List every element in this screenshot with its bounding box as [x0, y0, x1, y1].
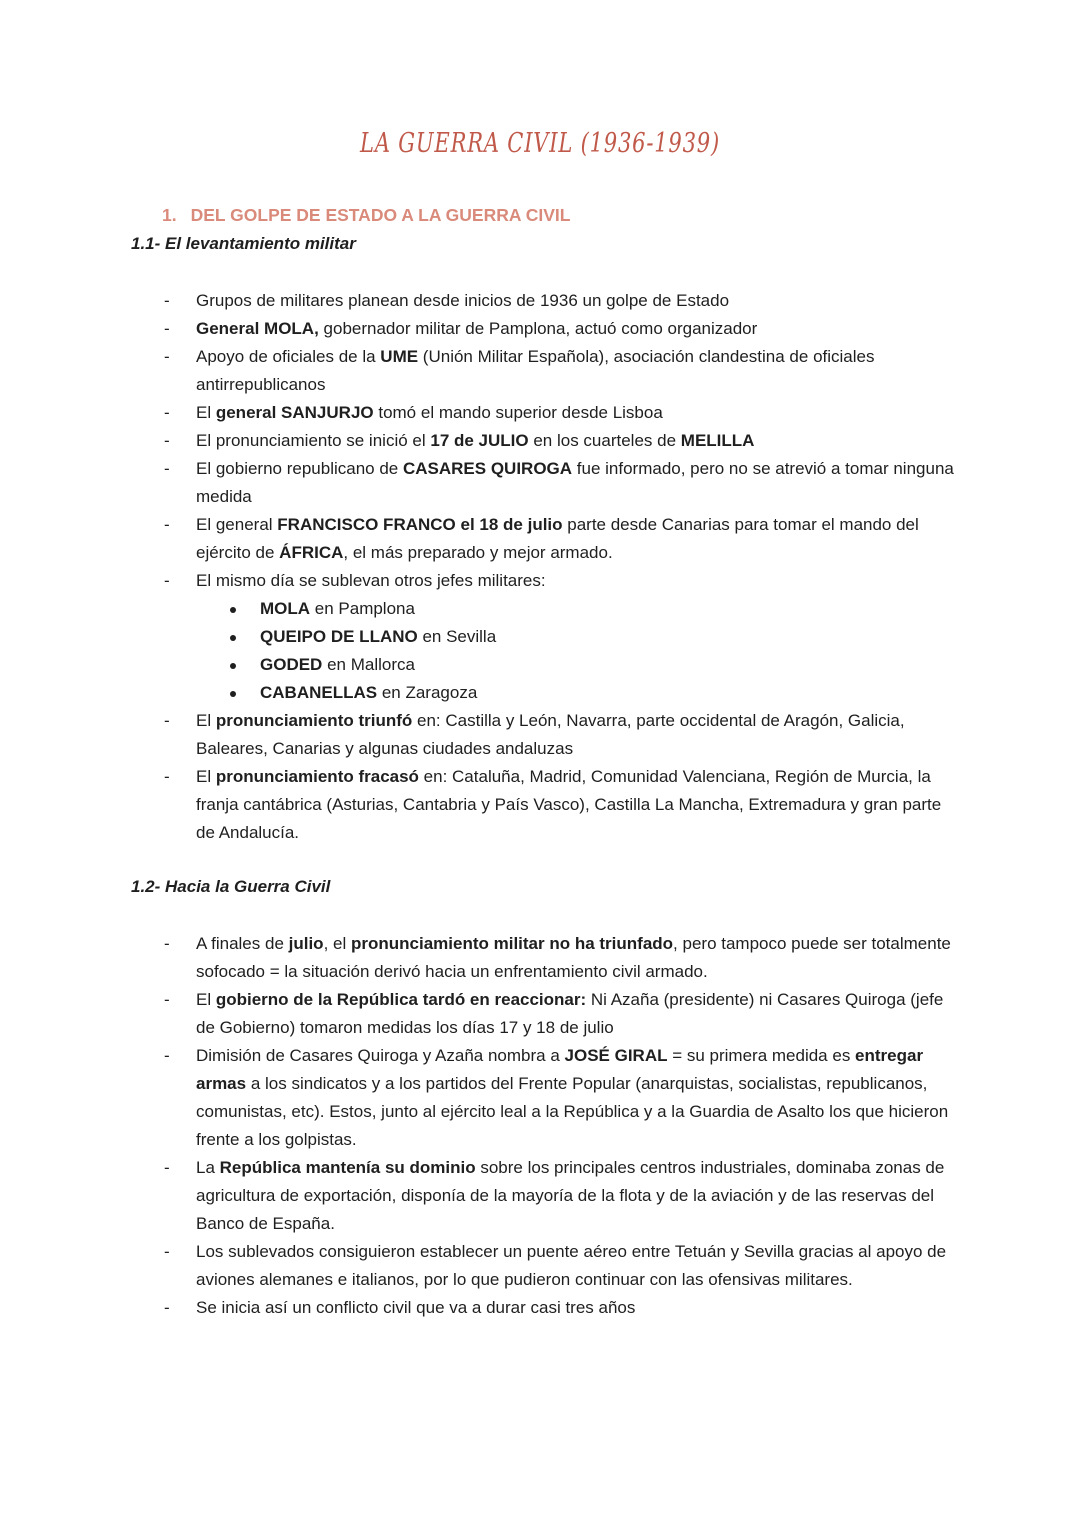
emphasis-text: entregar armas	[196, 1046, 924, 1093]
emphasis-text: ÁFRICA	[279, 543, 344, 562]
list-item: - Apoyo de oficiales de la UME (Unión Militar Española), asociación clandestina de oficiales antirrepublicanos	[0, 343, 956, 399]
emphasis-text: UME	[380, 347, 419, 366]
list-item: - El general SANJURJO tomó el mando superior desde Lisboa	[0, 399, 956, 427]
list-item: - El general FRANCISCO FRANCO el 18 de julio parte desde Canarias para tomar el mando del ejército de ÁFRICA, el más preparado y mejor armado.	[0, 511, 956, 567]
emphasis-text: QUEIPO DE LLANO	[260, 627, 418, 646]
list-item: - Dimisión de Casares Quiroga y Azaña nombra a JOSÉ GIRAL = su primera medida es entregar armas a los sindicatos y a los partidos del Frente Popular (anarquistas, socialistas, republicanos, comunistas, etc). Estos, junto al ejército leal a la República y a la Guardia de Asalto los que hicieron frente a los golpistas.	[0, 1042, 956, 1154]
emphasis-text: pronunciamiento fracasó	[215, 767, 419, 786]
section-heading	[162, 205, 570, 226]
sublist-item: GODED en Mallorca	[196, 651, 956, 679]
list-item: - Se inicia así un conflicto civil que va a durar casi tres años	[0, 1294, 956, 1322]
emphasis-text: pronunciamiento triunfó	[215, 711, 413, 730]
emphasis-text: MELILLA	[680, 431, 755, 450]
list-item	[0, 567, 956, 707]
list-item: - El pronunciamiento triunfó en: Castilla y León, Navarra, parte occidental de Aragón, Galicia, Baleares, Canarias y algunas ciudades andaluzas	[0, 707, 956, 763]
list-item: - Los sublevados consiguieron establecer un puente aéreo entre Tetuán y Sevilla gracias al apoyo de aviones alemanes e italianos, por lo que pudieron continuar con las ofensivas militares.	[0, 1238, 956, 1294]
emphasis-text: CABANELLAS	[260, 683, 378, 702]
levantamiento-list	[0, 287, 956, 847]
emphasis-text: pronunciamiento militar no ha triunfado	[350, 934, 674, 953]
emphasis-text: general SANJURJO	[215, 403, 374, 422]
sublist-item: CABANELLAS en Zaragoza	[196, 679, 956, 707]
list-item: - El gobierno republicano de CASARES QUIROGA fue informado, pero no se atrevió a tomar ninguna medida	[0, 455, 956, 511]
leaders-sublist	[196, 595, 956, 707]
subsection-heading-1-1: 1.1- El levantamiento militar	[131, 234, 356, 253]
emphasis-text: General MOLA,	[196, 319, 319, 338]
list-item: - La República mantenía su dominio sobre los principales centros industriales, dominaba zonas de agricultura de exportación, disponía de la mayoría de la flota y de la aviación y de las reservas del Banco de España.	[0, 1154, 956, 1238]
emphasis-text: FRANCISCO FRANCO el 18 de julio	[277, 515, 563, 534]
list-item: - El gobierno de la República tardó en reaccionar: Ni Azaña (presidente) ni Casares Quiroga (jefe de Gobierno) tomaron medidas los días 17 y 18 de julio	[0, 986, 956, 1042]
section-title: DEL GOLPE DE ESTADO A LA GUERRA CIVIL	[190, 205, 571, 225]
emphasis-text: 17 de JULIO	[430, 431, 529, 450]
emphasis-text: JOSÉ GIRAL	[564, 1046, 668, 1065]
emphasis-text: CASARES QUIROGA	[402, 459, 573, 478]
list-item: - A finales de julio, el pronunciamiento militar no ha triunfado, pero tampoco puede ser totalmente sofocado = la situación derivó hacia un enfrentamiento civil armado.	[0, 930, 956, 986]
guerra-civil-list	[0, 930, 956, 1322]
list-item: - El pronunciamiento se inició el 17 de JULIO en los cuarteles de MELILLA	[0, 427, 956, 455]
section-number: 1.	[162, 205, 177, 225]
list-item: - El pronunciamiento fracasó en: Cataluña, Madrid, Comunidad Valenciana, Región de Murcia, la franja cantábrica (Asturias, Cantabria y País Vasco), Castilla La Mancha, Extremadura y gran parte de Andalucía.	[0, 763, 956, 847]
list-item-text: El mismo día se sublevan otros jefes militares:	[196, 571, 546, 590]
subsection-heading-1-2: 1.2- Hacia la Guerra Civil	[131, 877, 331, 896]
sublist-item: MOLA en Pamplona	[196, 595, 956, 623]
emphasis-text: República mantenía su dominio	[219, 1158, 476, 1177]
list-item: - General MOLA, gobernador militar de Pamplona, actuó como organizador	[0, 315, 956, 343]
page-title: LA GUERRA CIVIL (1936-1939)	[360, 128, 720, 159]
emphasis-text: julio	[288, 934, 324, 953]
list-item: - Grupos de militares planean desde inicios de 1936 un golpe de Estado	[0, 287, 956, 315]
emphasis-text: gobierno de la República tardó en reaccionar:	[215, 990, 587, 1009]
emphasis-text: GODED	[260, 655, 323, 674]
emphasis-text: MOLA	[260, 599, 311, 618]
sublist-item: QUEIPO DE LLANO en Sevilla	[196, 623, 956, 651]
